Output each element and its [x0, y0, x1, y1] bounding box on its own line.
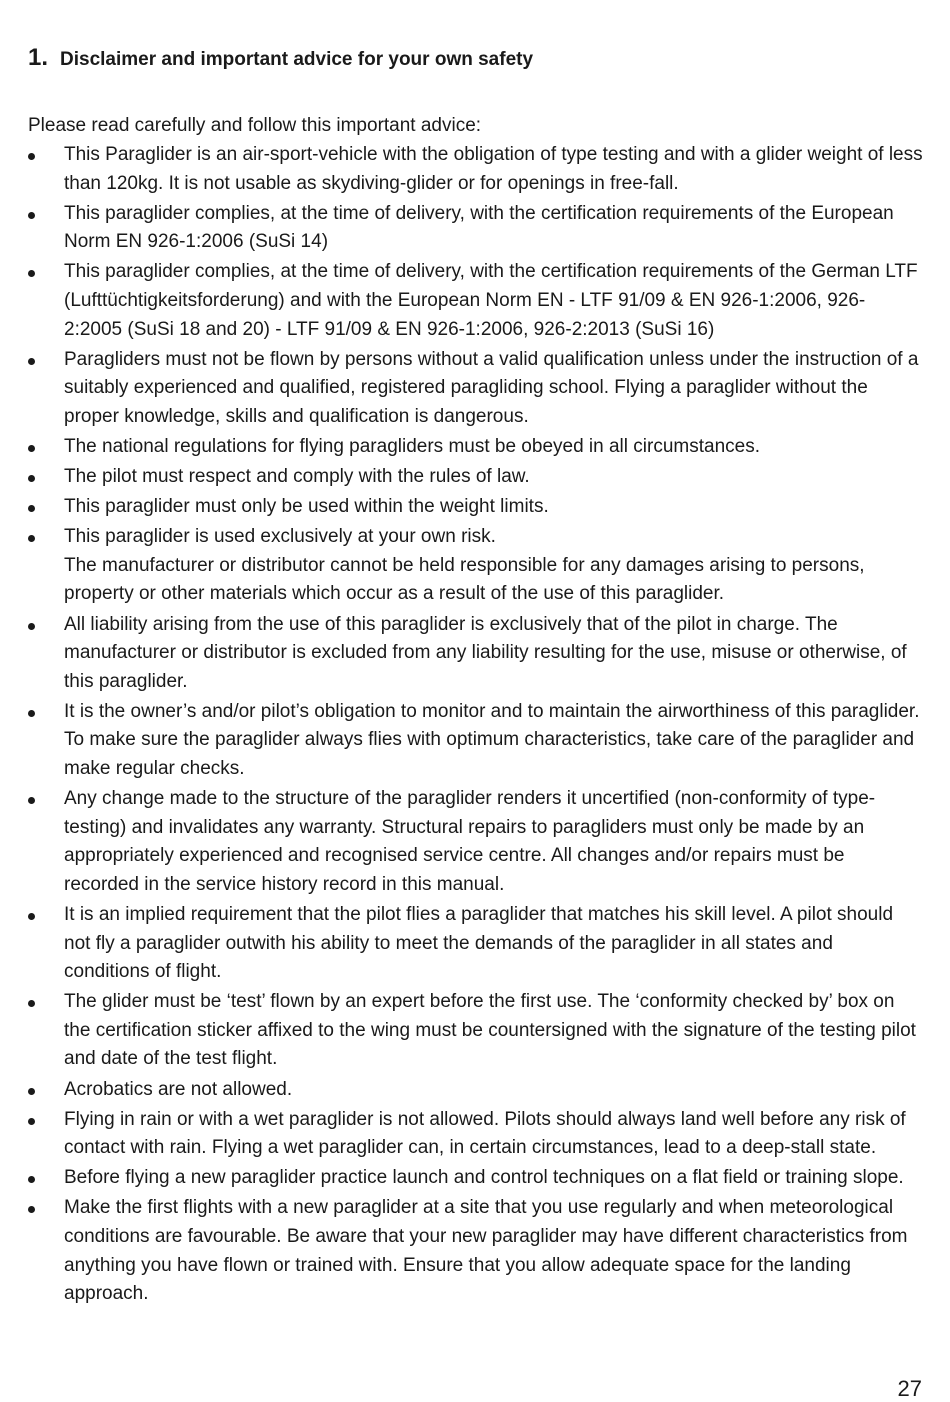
advice-text: Acrobatics are not allowed. — [64, 1078, 293, 1100]
advice-text: Make the first flights with a new paraglider at a site that you use regularly and when meteorological conditions are favourable. Be aware that your new paraglider may have different characteristics from anything you have flown or trained with. Ensure that you allow adequate space for the landing approach. — [64, 1197, 908, 1305]
advice-item — [28, 493, 923, 522]
advice-item — [28, 433, 923, 462]
advice-text: Before flying a new paraglider practice launch and control techniques on a flat field or training slope. — [64, 1167, 904, 1189]
bullet-icon — [28, 270, 35, 277]
bullet-icon — [28, 445, 35, 452]
bullet-icon — [28, 623, 35, 630]
bullet-icon — [28, 1206, 35, 1213]
advice-text: This Paraglider is an air-sport-vehicle with the obligation of type testing and with a glider weight of less than 120kg. It is not usable as skydiving-glider or for openings in free-fall. — [64, 144, 923, 194]
advice-text: It is the owner’s and/or pilot’s obligation to monitor and to maintain the airworthiness of this paraglider. To make sure the paraglider always flies with optimum characteristics, take care of the paraglider and make regular checks. — [64, 700, 920, 779]
bullet-icon — [28, 358, 35, 365]
section-title: Disclaimer and important advice for your own safety — [60, 49, 534, 70]
advice-item — [28, 258, 923, 344]
advice-text: All liability arising from the use of this paraglider is exclusively that of the pilot in charge. The manufacturer or distributor is excluded from any liability resulting for the use, misuse or otherwise, of this paraglider. — [64, 613, 907, 692]
bullet-icon — [28, 913, 35, 920]
advice-text: The glider must be ‘test’ flown by an expert before the first use. The ‘conformity checked by’ box on the certification sticker affixed to the wing must be countersigned with the signature of the testing pilot and date of the test flight. — [64, 991, 916, 1070]
advice-text: This paraglider must only be used within the weight limits. — [64, 496, 549, 518]
advice-item — [28, 785, 923, 899]
advice-text: This paraglider complies, at the time of delivery, with the certification requirements of the European Norm EN 926-1:2006 (SuSi 14) — [64, 202, 894, 253]
page-number: 27 — [897, 1376, 922, 1401]
advice-text: Paragliders must not be flown by persons without a valid qualification unless under the instruction of a suitably experienced and qualified, registered paragliding school. Flying a paraglider without the proper knowledge, skills and qualification is dangerous. — [64, 348, 919, 427]
advice-item — [28, 1106, 923, 1163]
advice-item — [28, 611, 923, 697]
advice-item — [28, 988, 923, 1074]
bullet-icon — [28, 1118, 35, 1125]
advice-text: The manufacturer or distributor cannot be held responsible for any damages arising to persons, property or other materials which occur as a result of the use of this paraglider. — [64, 554, 865, 605]
bullet-icon — [28, 153, 35, 160]
bullet-icon — [28, 535, 35, 542]
section-heading — [28, 44, 533, 72]
advice-item — [28, 698, 923, 784]
advice-item — [28, 141, 923, 198]
advice-text: This paraglider complies, at the time of delivery, with the certification requirements of the German LTF (Lufttüchtigkeitsforderung) and with the European Norm EN - LTF 91/09 & EN 926-1:2006, 926-2:2005 (SuSi 18 and 20) - LTF 91/09 & EN 926-1:2006, 926-2:2013 (SuSi 16) — [64, 261, 918, 340]
advice-text: The national regulations for flying paragliders must be obeyed in all circumstances. — [64, 435, 760, 457]
advice-item — [28, 200, 923, 257]
advice-list — [28, 141, 923, 1310]
bullet-icon — [28, 710, 35, 717]
advice-text: The pilot must respect and comply with the rules of law. — [64, 466, 530, 488]
intro-text: Please read carefully and follow this important advice: — [28, 115, 482, 136]
advice-text: It is an implied requirement that the pilot flies a paraglider that matches his skill level. A pilot should not fly a paraglider outwith his ability to meet the demands of the paraglider in all states and conditions of flight. — [64, 903, 894, 983]
advice-item — [28, 463, 923, 492]
advice-item — [28, 901, 923, 987]
advice-item — [28, 1194, 923, 1308]
advice-text: Flying in rain or with a wet paraglider is not allowed. Pilots should always land well before any risk of contact with rain. Flying a wet paraglider can, in certain circumstances, lead to a deep-stall state. — [64, 1108, 906, 1159]
advice-item — [28, 523, 923, 609]
bullet-icon — [28, 475, 35, 482]
section-number: 1. — [28, 44, 49, 71]
advice-item — [28, 1076, 923, 1105]
advice-text: Any change made to the structure of the paraglider renders it uncertified (non-conformity of type-testing) and invalidates any warranty. Structural repairs to paragliders must only be made by an appropriately experienced and recognised service centre. All changes and/or repairs must be recorded in the service history record in this manual. — [64, 788, 876, 895]
bullet-icon — [28, 1176, 35, 1183]
advice-item — [28, 346, 923, 432]
advice-item — [28, 1164, 923, 1193]
bullet-icon — [28, 1000, 35, 1007]
bullet-icon — [28, 797, 35, 804]
bullet-icon — [28, 505, 35, 512]
bullet-icon — [28, 1088, 35, 1095]
advice-text: This paraglider is used exclusively at your own risk. — [64, 526, 496, 548]
bullet-icon — [28, 212, 35, 219]
